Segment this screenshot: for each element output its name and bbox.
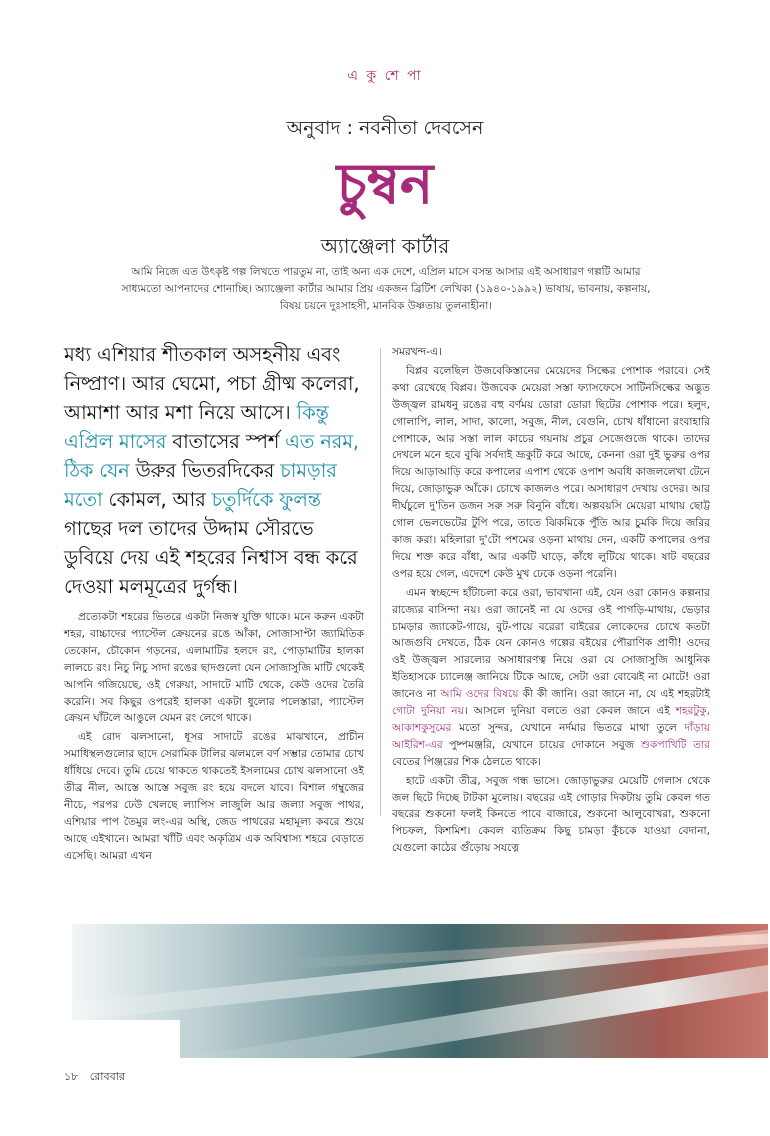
right-column — [392, 344, 710, 859]
lead-text: বাতাসের স্পর্শ — [166, 430, 286, 453]
body-text: বেতের পিঞ্জরের শিক ঠেলতে থাকে। — [392, 755, 542, 768]
left-body — [64, 609, 364, 865]
lead-text: মধ্য এশিয়ার শীতকাল অসহনীয় এবং নিষ্প্রাণ। আর ঘেমো, পচা গ্রীষ্ম কলেরা, আমাশা আর মশা নিয়ে আসে। — [64, 343, 360, 424]
lead-text: গাছের দল তাদের উদ্দাম সৌরভে ডুবিয়ে দেয় এই শহরের নিশ্বাস বন্ধ করে দেওয়া মলমূত্রের দুর্গন্ধ। — [64, 517, 358, 598]
highlight-text: শুকপাখিটি তার — [640, 738, 710, 751]
highlight-text: আমি ওদের বিষয়ে — [440, 688, 519, 701]
body-text: কী কী জানি। ওরা জানে না, যে এই শহরটাই — [518, 688, 711, 701]
photo-cutout — [72, 1020, 180, 1058]
lead-highlight: এত নরম, ঠিক যেন — [64, 430, 359, 482]
body-text: মতো সুন্দর, যেখানে নর্দমার ভিতরে মাথা তুলে — [451, 721, 685, 734]
lead-highlight: চতুর্দিকে ফুলন্ত — [211, 488, 321, 511]
body-paragraph: হাটে একটা তীব্র, সবুজ গন্ধ ভাসে। জোড়াভুরুর মেয়েটি গেলাস থেকে জল ছিটে দিচ্ছে টাটকা মুলোয়। বছরের এই গোড়ার দিকটায় তুমি কেবল গত বছরের শুকনো ফলই কিনতে পাবে বাজারে, শুকনো আলুবোখরা, শুকনো পিচফল, কিশমিশ। কেবল ব্যতিক্রম কিছু চামড়া কুঁচকে যাওয়া বেদানা, যেগুলো কাঠের গুঁড়োয় সযত্নে — [392, 774, 710, 855]
author-name: অ্যাঞ্জেলা কার্টার — [320, 234, 450, 258]
body-paragraph: প্রত্যেকটা শহরের ভিতরে একটা নিজস্ব যুক্তি থাকে। মনে করুন একটা শহর, বাচ্চাদের প্যাস্টেল ক্রেয়নের রঙে আঁকা, সোজাসাপ্টা জ্যামিতিক তেকোন, চৌকোন গড়নের, এলামাটির হলদে রং, পোড়ামাটির হালকা লালচে রং। নিচু নিচু সাদা রঙের ছাদগুলো যেন সোজাসুজি মাটি থেকেই আপনি গজিয়েছে, ওই গেরুয়া, সাদাটে মাটি থেকে, কেউ ওদের তৈরি করেনি। সব কিছুর ওপরেই হালকা একটা ধুলোর পলেস্তারা, প্যাস্টেল ক্রেয়ন ঘাঁটলে আঙুলে যেমন রং লেগে থাকে। — [64, 611, 364, 725]
highlight-text: দাঁড়ায় আইরিশ-এর — [392, 721, 710, 751]
highlight-text: শহরটুকু, আকাশকুসুমের — [392, 705, 710, 734]
body-paragraph: সমরখন্দ-এ। — [392, 346, 442, 358]
page-number: ১৮ — [64, 1070, 79, 1083]
story-title: চুম্বন — [336, 151, 434, 217]
left-column — [64, 340, 364, 867]
page-footer — [64, 1068, 125, 1087]
lead-highlight: চামড়ার মতো — [64, 459, 337, 511]
intro-note: আমি নিজে এত উৎকৃষ্ট গল্প লিখতে পারতুম না, তাই অন্য এক দেশে, এপ্রিল মাসে বসন্ত আসার এই অসাধারণ গল্পটি আমার সাধ্যমতো আপনাদের শোনাচ্ছি। অ্যাঞ্জেলা কার্টার আমার প্রিয় একজন ব্রিটিশ লেখিকা (১৯৪০-১৯৯২) ভাষায়, ভাবনায়, কল্পনায়, বিষয় চয়নে দুঃসাহসী, মানবিক উষ্ণতায় তুলনাহীনা। — [121, 266, 651, 312]
translator-credit: অনুবাদ : নবনীতা দেবসেন — [286, 117, 484, 139]
highlight-text: গোটা দুনিয়া নয় — [392, 705, 464, 718]
lead-highlight: কিন্তু এপ্রিল মাসের — [64, 401, 329, 453]
body-paragraph: এই রোদ ঝলসানো, ধূসর সাদাটে রঙের মাঝখানে, প্রাচীন সমাধিস্থলগুলোর ছাদে সেরামিক টালির ঝলমলে বর্ণ সম্ভার তোমার চোখ ধাঁধিয়ে দেবে। তুমি চেয়ে থাকতে থাকতেই ইসলামের চোখ ঝলসানো ওই তীব্র নীল, আস্তে আস্তে সবুজ রং হয়ে বদলে যাবে। বিশাল গম্বুজের নীচে, পরপর ঢেউ খেলছে ল্যাপিস লাজুলি আর জল্যা সবুজ পাথর, এশিয়ার পাপ তৈমুর লং-এর অস্থি, জেড পাথরের মহামূল্য কবরে শুয়ে আছে এইখানে। আমরা খাঁটি এবং অকৃত্রিম এক অবিশ্বাস্য শহরে বেড়াতে এসেছি। আমরা এখন — [64, 731, 364, 862]
magazine-name: রোববার — [89, 1070, 125, 1083]
lead-text: কোমল, আর — [102, 488, 212, 511]
lead-paragraph — [64, 340, 364, 601]
body-text: পুষ্পমঞ্জরি, যেখানে চায়ের দোকানে সবুজ — [442, 738, 641, 751]
body-text: এমন স্বচ্ছন্দে হাঁটাচলা করে ওরা, ভাবখানা এই, যেন ওরা কোনও কল্পনার রাজ্যের বাসিন্দা নয়। ওরা জানেই না যে ওদের ওই পাগড়ি-মাথায়, ভেড়ার চামড়ার জ্যাকেট-গায়ে, বুট-পায়ে বরেরা বাইরের লোকেদের চোখে কতটা আজগুবি দেখতে, ঠিক যেন কোনও গল্পের বইয়ের পৌরাণিক প্রাণী! ওদের ওই উজ্জ্বল সারল্যের অসাধারণত্ব নিয়ে ওরা যে সোজাসুজি আধুনিক ইতিহাসকে চ্যালেঞ্জ জানিয়ে টিকে আছে, সেটা ওরা বোঝেই না মোটে! ওরা জানেও না — [392, 586, 710, 701]
body-paragraph: বিপ্লব বলেছিল উজবেকিস্তানের মেয়েদের সিল্কের পোশাক পরাবে। সেই কথা রেখেছে বিপ্লব। উজবেক মেয়েরা সস্তা ফ্যাসফেসে সাটিনসিল্কের অদ্ভুত উজ্জ্বল রামধনু রঙের বহু বর্ণময় ডোরা ডোরা ছিটের পোশাক পরে। হলুদ, গোলাপি, লাল, সাদা, কালো, সবুজ, নীল, বেগুনি, চোখ ধাঁধানো রংবাহারি পোশাকে, আর সস্তা লাল কাচের গয়নায় প্রচুর সেজেগুজে থাকে। তাদের দেখলে মনে হবে বুঝি সর্বদাই ভ্রূকুটি করে আছে, কেননা ওরা দুই ভুরুর ওপর দিয়ে আড়াআড়ি করে কপালের এপাশ থেকে ওপাশ অবধি কাজললেখা টেনে দিয়ে, জোড়াভুরু আঁকে। চোখে কাজলও পরে। অসাধারণ দেখায় ওদের। আর দীর্ঘচুলে দু'তিন ডজন সরু সরু বিনুনি বাঁধে। অল্পবয়সি মেয়েরা মাথায় ছোট্ট গোল ভেলভেটের টুপি পরে, তাতে ঝিকমিকে পুঁতি আর চুমকি দিয়ে জরির কাজ করা। মহিলারা দু'টো পশমের ওড়না মাথায় দেন, একটি কপালের ওপর দিয়ে শক্ত করে বাঁধা, আর একটি ঘাড়ে, কাঁধে লুটিয়ে থাকে। ষাট বছরের ওপর হয়ে গেল, এদেশে কেউ মুখ ঢেকে ওড়না পরেনি। — [392, 364, 710, 580]
body-paragraph — [392, 585, 710, 771]
decorative-photo — [72, 924, 768, 1058]
lead-text: উরুর ভিতরদিকের — [129, 459, 281, 482]
section-tag: এ কু শে পা — [347, 68, 423, 84]
body-text: । আসলে দুনিয়া বলতে ওরা কেবল জানে এই — [463, 705, 676, 718]
column-divider — [380, 348, 381, 816]
